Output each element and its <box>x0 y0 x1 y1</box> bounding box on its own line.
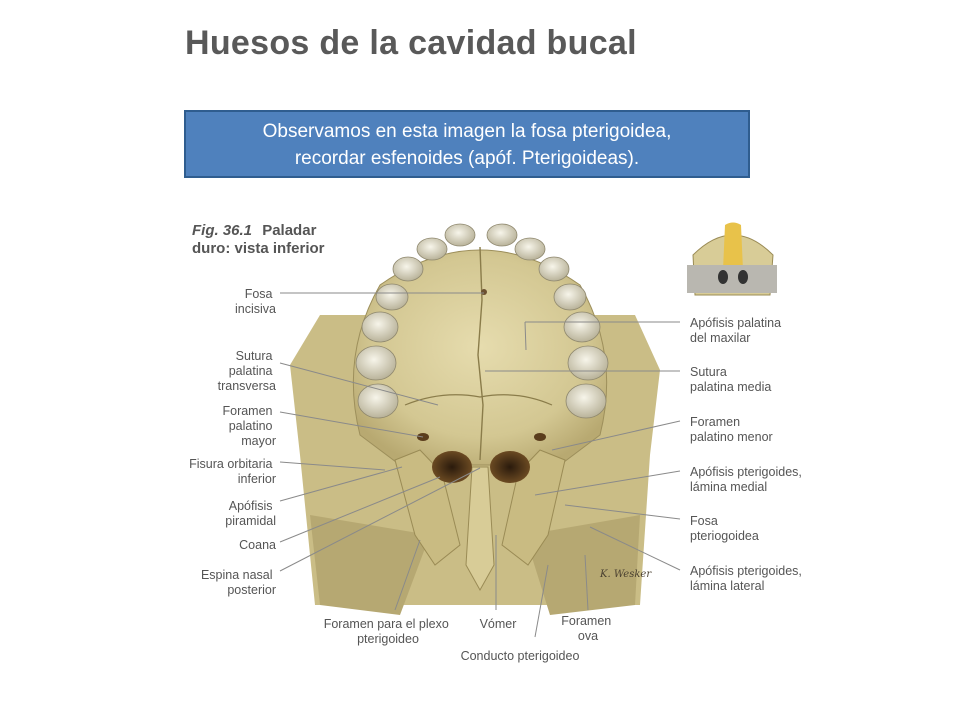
palate-figure <box>180 205 830 675</box>
figure-caption-line-1 <box>192 222 317 239</box>
figure-caption-title: Paladar <box>262 222 317 239</box>
callout-line-2: recordar esfenoides (apóf. Pterigoideas). <box>294 148 640 169</box>
label-fosa-incisiva: Fosa incisiva <box>235 287 276 316</box>
slide-title: Huesos de la cavidad bucal <box>185 24 637 62</box>
inset-thumbnail <box>685 215 780 295</box>
label-sutura-palatina-transversa: Sutura palatina transversa <box>217 349 276 393</box>
label-vomer: Vómer <box>479 617 517 631</box>
label-fosa-pterigoidea: Fosa pteriogoidea <box>690 514 759 543</box>
skull-illustration <box>290 224 660 615</box>
callout-box <box>184 110 750 178</box>
labels-right <box>690 316 805 593</box>
artist-signature: K. Wesker <box>600 569 652 580</box>
label-foramen-plexo-pterigoideo: Foramen para el plexo pterigoideo <box>323 617 449 646</box>
label-espina-nasal-posterior: Espina nasal posterior <box>200 568 276 597</box>
label-apofisis-pterigoides-medial: Apófisis pterigoides, lámina medial <box>690 465 802 494</box>
figure-caption-line-2: duro: vista inferior <box>192 240 325 257</box>
callout-line-1: Observamos en esta imagen la fosa pterigoidea, <box>262 121 672 142</box>
label-foramen-palatino-mayor: Foramen palatino mayor <box>222 404 276 448</box>
label-apofisis-palatina-maxilar: Apófisis palatina del maxilar <box>690 316 782 345</box>
label-foramen-palatino-menor: Foramen palatino menor <box>690 415 773 444</box>
label-fisura-orbitaria-inferior: Fisura orbitaria inferior <box>189 457 276 486</box>
label-conducto-pterigoideo: Conducto pterigoideo <box>460 649 580 663</box>
label-coana: Coana <box>239 538 276 552</box>
label-foramen-oval: Foramen ova <box>561 614 612 643</box>
figure-number: Fig. 36.1 <box>192 222 253 239</box>
label-apofisis-pterigoides-lateral: Apófisis pterigoides, lámina lateral <box>690 564 802 593</box>
label-apofisis-piramidal: Apófisis piramidal <box>225 499 276 528</box>
label-sutura-palatina-media: Sutura palatina media <box>690 365 772 394</box>
labels-bottom <box>324 614 615 663</box>
labels-left <box>189 287 276 597</box>
